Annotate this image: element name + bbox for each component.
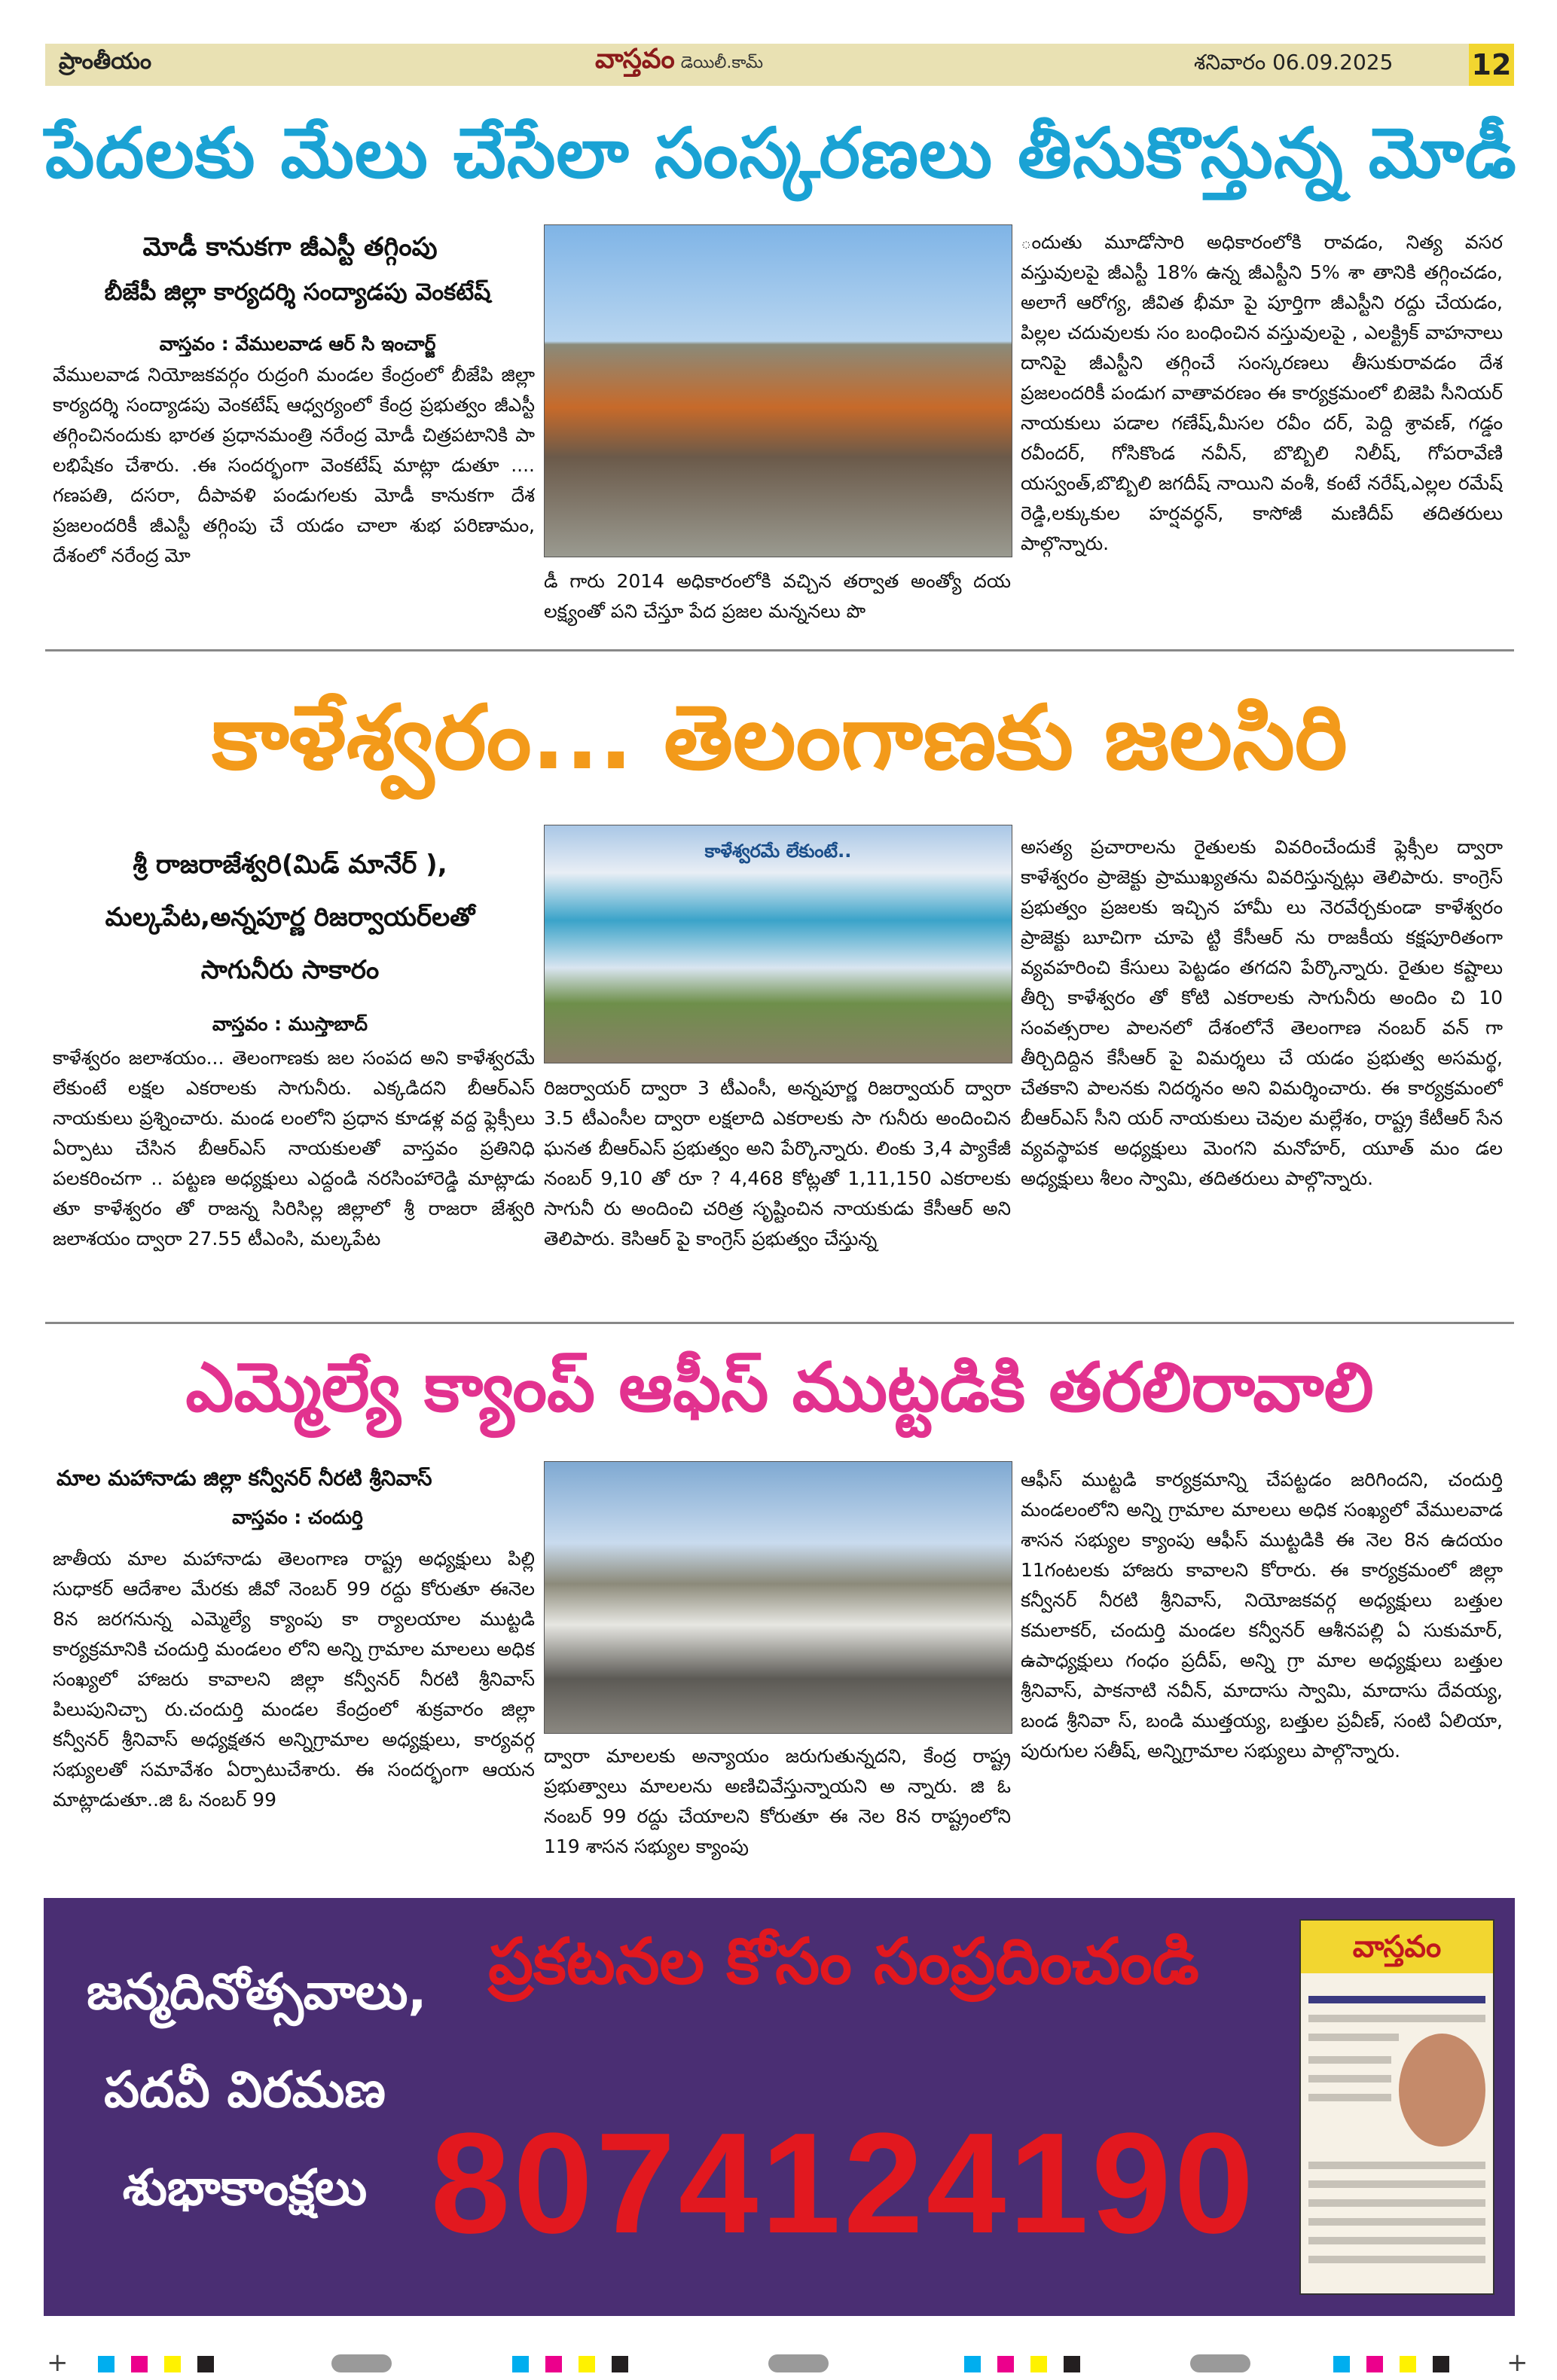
article2-col3: అసత్య ప్రచారాలను రైతులకు వివరించేందుకే ఫ్లెక్సీల ద్వారా కాళేశ్వరం ప్రాజెక్టు ప్రాముఖ్యతను వివరిస్తున్నట్లు తెలిపారు. కాంగ్రెస్ ప్రభుత్వం ప్రజలకు ఇచ్చిన హామీ లు నెరవేర్చకుండా కాళేశ్వరం ప్రాజెక్టు బూచిగా చూపె ట్టి కేసీఆర్ ను రాజకీయ కక్షపూరితంగా వ్యవహరించి కేసులు పెట్టడం తగదని పేర్కొన్నారు. రైతుల కష్టాలు తీర్చి కాళేశ్వరం తో కోటి ఎకరాలకు సాగునీరు అందిం చి 10 సంవత్సరాల పాలనలో దేశంలోనే తెలంగాణ నంబర్ వన్ గా తీర్చిదిద్దిన కేసీఆర్ పై విమర్శలు చే యడం ప్రభుత్వ అసమర్థ, చేతకాని పాలనకు నిదర్శనం అని విమర్శించారు. ఈ కార్యక్రమంలో బీఆర్ఎస్ సీని యర్ నాయకులు చెవుల మల్లేశం, రాష్ట్ర కేటీఆర్ సేన వ్యవస్థాపక అధ్యక్షులు మెంగని మనోహర్, యూత్ మం డల అధ్యక్షులు శీలం స్వామి, తదితరులు పాల్గొన్నారు. — [1021, 836, 1503, 1189]
ad-newspaper-thumbnail — [1299, 1919, 1494, 2295]
ad-left-text — [87, 1943, 427, 2237]
divider-1 — [45, 649, 1514, 651]
article1-dateline: వాస్తవం : వేములవాడ ఆర్ సి ఇంచార్జ్ — [159, 333, 436, 355]
color-bar — [512, 2356, 645, 2372]
article1-sub2: బీజేపీ జిల్లా కార్యదర్శి సంద్యాడపు వెంకటేష్ — [104, 279, 491, 306]
thumb-line — [1308, 2162, 1485, 2169]
article2-headline: కాళేశ్వరం... తెలంగాణకు జలసిరి — [212, 685, 1348, 789]
article2-sub2: మల్కపేట,అన్నపూర్ణ రిజర్వాయర్‌లతో — [105, 902, 475, 932]
article1-headline: పేదలకు మేలు చేసేలా సంస్కరణలు తీసుకొస్తున్న మోడీ — [45, 113, 1517, 194]
article3-col1: జాతీయ మాల మహానాడు తెలంగాణ రాష్ట్ర అధ్యక్షులు పిల్లి సుధాకర్ ఆదేశాల మేరకు జీవో నెంబర్ 99 రద్దు కోరుతూ ఈనెల 8న జరగనున్న ఎమ్మెల్యే క్యాంపు కా ర్యాలయాల ముట్టడి కార్యక్రమానికి చందుర్తి మండలం లోని అన్ని గ్రామాల మాలలు అధిక సంఖ్యలో హాజరు కావాలని జిల్లా కన్వీనర్ నీరటి శ్రీనివాస్ పిలుపునిచ్చా రు.చందుర్తి మండల కేంద్రంలో శుక్రవారం జిల్లా కన్వీనర్ శ్రీనివాస్ అధ్యక్షతన అన్నిగ్రామాల అధ్యక్షులు, కార్యవర్గ సభ్యులతో సమావేశం ఏర్పాటుచేశారు. ఈ సందర్భంగా ఆయన మాట్లాడుతూ..జి ఓ నంబర్ 99 — [53, 1548, 535, 1811]
ad-left-line2: పదవీ విరమణ — [104, 2061, 386, 2119]
thumb-photo — [1399, 2034, 1485, 2147]
article2-col2: రిజర్వాయర్ ద్వారా 3 టీఎంసీ, అన్నపూర్ణ రిజర్వాయర్ ద్వారా 3.5 టీఎంసీల ద్వారా లక్షలాది ఎకరాలకు సా గునీరు అందించిన ఘనత బీఆర్ఎస్ ప్రభుత్వం అని పేర్కొన్నారు. లింకు 3,4 ప్యాకేజీ నంబర్ 9,10 తో రూ ? 4,468 కోట్లతో 1,11,150 ఎకరాలకు సాగునీ రు అందించి చరిత్ర సృష్టించిన నాయకుడు కేసీఆర్ అని తెలిపారు. కెసిఆర్ పై కాంగ్రెస్ ప్రభుత్వం చేస్తున్న — [544, 1077, 1011, 1250]
article3-photo — [544, 1461, 1012, 1734]
article3-headline: ఎమ్మెల్యే క్యాంప్ ఆఫీస్ ముట్టడికి తరలిరావాలి — [185, 1348, 1374, 1427]
thumb-line — [1308, 2218, 1485, 2226]
article2-sub3: సాగునీరు సాకారం — [200, 955, 380, 985]
page-number: 12 — [1469, 44, 1514, 86]
registration-pill — [331, 2354, 392, 2372]
section-label: ప్రాంతీయం — [59, 48, 152, 75]
ad-paper-logo: వాస్తవం — [1301, 1921, 1493, 1973]
ad-left-line3: శుభాకాంక్షలు — [122, 2159, 368, 2217]
color-bar — [964, 2356, 1097, 2372]
registration-cross: + — [1507, 2348, 1528, 2378]
article1-col1: వేములవాడ నియోజకవర్గం రుద్రంగి మండల కేంద్రంలో బీజేపి జిల్లా కార్యదర్శి సంద్యాడపు వెంకటేష్ ఆధ్వర్యంలో కేంద్ర ప్రభుత్వం జీఎస్టీ తగ్గించినందుకు భారత ప్రధానమంత్రి నరేంద్ర మోడీ చిత్రపటానికి పా లభిషేకం చేశారు. .ఈ సందర్భంగా వెంకటేష్ మాట్లా డుతూ .... గణపతి, దసరా, దీపావళి పండుగలకు మోడీ కానుకగా దేశ ప్రజలందరికీ జీఎస్టీ తగ్గింపు చే యడం చాలా శుభ పరిణామం, దేశంలో నరేంద్ర మో — [53, 364, 535, 566]
thumb-line — [1308, 2180, 1485, 2188]
registration-pill — [768, 2354, 829, 2372]
thumb-line — [1308, 2015, 1485, 2022]
divider-2 — [45, 1322, 1514, 1324]
registration-cross: + — [47, 2348, 69, 2378]
article2-sub1: శ్రీ రాజరాజేశ్వరి(మిడ్ మానేర్ ), — [133, 850, 447, 880]
article3-col3: ఆఫీస్ ముట్టడి కార్యక్రమాన్ని చేపట్టడం జరిగిందని, చందుర్తి మండలంలోని అన్ని గ్రామాల మాలలు అధిక సంఖ్యలో వేములవాడ శాసన సభ్యుల క్యాంపు ఆఫీస్ ముట్టడికి ఈ నెల 8న ఉదయం 11గంటలకు హాజరు కావాలని కోరారు. ఈ కార్యక్రమంలో జిల్లా కన్వీనర్ నీరటి శ్రీనివాస్, నియోజకవర్గ అధ్యక్షులు బత్తుల కమలాకర్, చందుర్తి మండల కన్వీనర్ ఆశీనపల్లి ఏ సుకుమార్, ఉపాధ్యక్షులు గంధం ప్రదీప్, అన్ని గ్రా మాల అధ్యక్షులు బత్తుల శ్రీనివాస్, పాకనాటి నవీన్, మాదాసు స్వామి, మాదాసు దేవయ్య, బండ శ్రీనివా స్, బండి ముత్తయ్య, బత్తుల ప్రవీణ్, సంటి ఏలియా, పురుగుల సతీష్, అన్నిగ్రామాల సభ్యులు పాల్గొన్నారు. — [1021, 1469, 1503, 1762]
article1-col2: డీ గారు 2014 అధికారంలోకి వచ్చిన తర్వాత అంత్యో దయ లక్ష్యంతో పని చేస్తూ పేద ప్రజల మన్ననలు పొ — [544, 570, 1011, 622]
ad-left-line1: జన్మదినోత్సవాలు, — [87, 1963, 427, 2021]
thumb-line — [1308, 2034, 1399, 2041]
masthead — [595, 44, 763, 81]
article3-sub1: మాల మహానాడు జిల్లా కన్వీనర్ నీరటి శ్రీనివాస్ — [56, 1466, 432, 1491]
paper-name: వాస్తవం — [595, 44, 675, 75]
article2-col1: కాళేశ్వరం జలాశయం... తెలంగాణకు జల సంపద అని కాళేశ్వరమే లేకుంటే లక్షల ఎకరాలకు సాగునీరు. ఎక్కడిదని బీఆర్ఎస్ నాయకులు ప్రశ్నించారు. మండ లంలోని ప్రధాన కూడళ్ల వద్ద ఫ్లెక్సీలు ఏర్పాటు చేసిన బీఆర్ఎస్ నాయకులతో వాస్తవం ప్రతినిధి పలకరించగా .. పట్టణ అధ్యక్షులు ఎద్దండి నరసింహారెడ్డి మాట్లాడు తూ కాళేశ్వరం తో రాజన్న సిరిసిల్ల జిల్లాలో శ్రీ రాజరా జేశ్వరి జలాశయం ద్వారా 27.55 టీఎంసి, మల్కపేట — [53, 1047, 535, 1250]
thumb-line — [1308, 2094, 1391, 2101]
color-bar — [1333, 2356, 1449, 2372]
article1-photo — [544, 224, 1012, 557]
article1-sub1: మోడీ కానుకగా జీఎస్టీ తగ్గింపు — [142, 232, 438, 262]
paper-site: డెయిలీ.కామ్ — [680, 53, 763, 72]
thumb-line — [1308, 2056, 1391, 2064]
ad-phone-number: 8074124190 — [430, 2104, 1257, 2263]
registration-pill — [1190, 2354, 1250, 2372]
thumb-line — [1308, 2237, 1485, 2244]
article3-dateline: వాస్తవం : చందుర్తి — [232, 1506, 363, 1528]
photo-banner-text: కాళేశ్వరమే లేకుంటే.. — [704, 841, 852, 862]
thumb-line — [1308, 2256, 1485, 2263]
article2-dateline: వాస్తవం : ముస్తాబాద్ — [212, 1013, 368, 1035]
article2-photo — [544, 825, 1012, 1063]
issue-date: శనివారం 06.09.2025 — [1194, 50, 1394, 75]
article1-col3: ందుతు మూడోసారి అధికారంలోకి రావడం, నిత్య వసర వస్తువులపై జీఎస్టీ 18% ఉన్న జీఎస్టీని 5% శా తానికి తగ్గించడం, అలాగే ఆరోగ్య, జీవిత భీమా పై పూర్తిగా జీఎస్టీని రద్దు చేయడం, పిల్లల చదువులకు సం బంధించిన వస్తువులపై , ఎలక్ట్రిక్ వాహనాలు దానిపై జీఎస్టీని తగ్గించే సంస్కరణలు తీసుకురావడం దేశ ప్రజలందరికీ పండుగ వాతావరణం ఈ కార్యక్రమంలో బిజెపి సీనియర్ నాయకులు పడాల గణేష్,మీసల రవీం దర్, పెద్ది శ్రావణ్, గడ్డం రవీందర్, గోసికొండ నవీన్, బొబ్బిలి నిలీష్, గోపరావేణి యస్వంత్,బొబ్బిలి జగదీష్ నాయిని వంశీ, కంటే నరేష్,ఎల్లల రమేష్ రెడ్డి,లక్కుకుల హర్షవర్ధన్, కాసోజీ మణిదీప్ తదితరులు పాల్గొన్నారు. — [1021, 231, 1503, 554]
article3-col2: ద్వారా మాలలకు అన్యాయం జరుగుతున్నదని, కేంద్ర రాష్ట్ర ప్రభుత్వాలు మాలలను అణిచివేస్తున్నాయని అ న్నారు. జి ఓ నంబర్ 99 రద్దు చేయాలని కోరుతూ ఈ నెల 8న రాష్ట్రంలోని 119 శాసన సభ్యుల క్యాంపు — [544, 1745, 1011, 1857]
color-bar — [98, 2356, 230, 2372]
thumb-line — [1308, 1996, 1485, 2003]
ad-title: ప్రకటనల కోసం సంప్రదించండి — [488, 1924, 1199, 1998]
thumb-line — [1308, 2075, 1391, 2082]
thumb-line — [1308, 2199, 1485, 2207]
